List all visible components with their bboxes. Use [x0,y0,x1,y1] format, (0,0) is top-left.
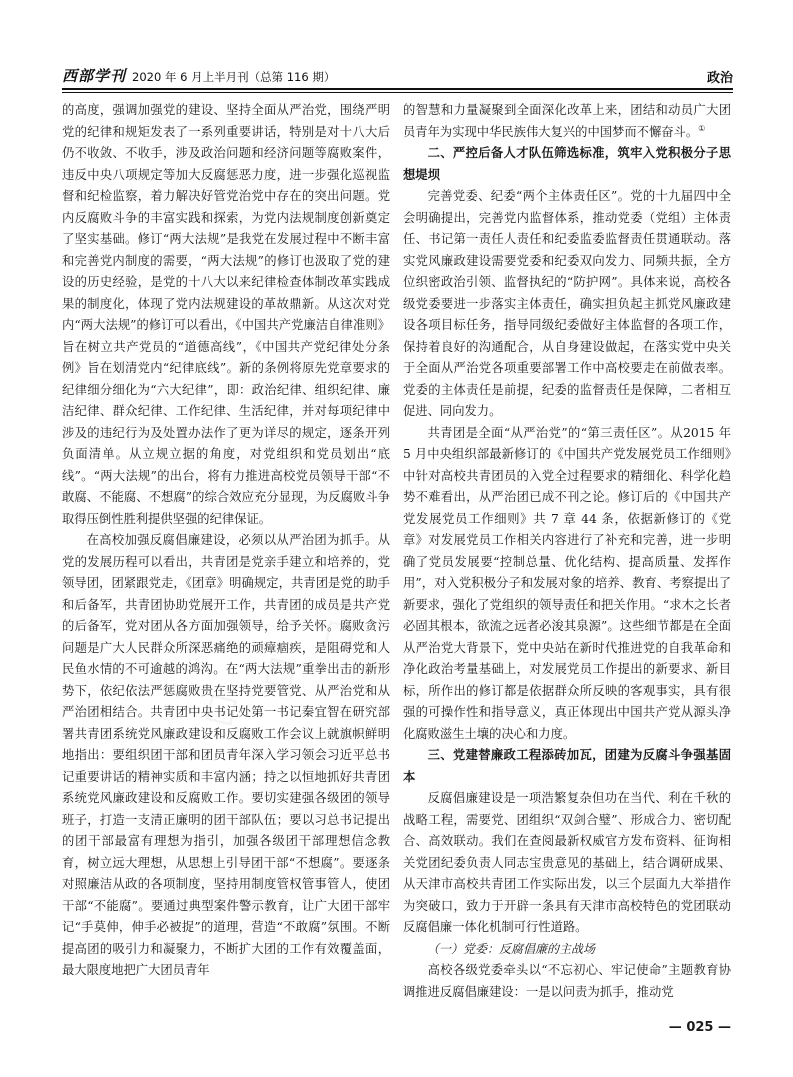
body-paragraph: 在高校加强反腐倡廉建设，必须以从严治团为抓手。从党的发展历程可以看出，共青团是党亲手建立和培养的，党领导团，团紧跟党走，《团章》明确规定，共青团是党的助手和后备军，共青团协助党展开工作，共青团的成员是共产党的后备军，党对团从各方面加强领导，给予关怀。腐败贪污问题是广大人民群众所深恶痛绝的顽瘴痼疾，是阻碍党和人民鱼水情的不可逾越的鸿沟。在“两大法规”重拳出击的新形势下，依纪依法严惩腐败贵在坚持党要管党、从严治党和从严治团相结合。共青团中央书记处第一书记秦宜智在研究部署共青团系统党风廉政建设和反腐败工作会议上就旗帜鲜明地指出：要组织团干部和团员青年深入学习领会习近平总书记重要讲话的精神实质和丰富内涵；持之以恒地抓好共青团系统党风廉政建设和反腐败工作。要切实建强各级团的领导班子，打造一支清正廉明的团干部队伍；要以习总书记提出的团干部最富有理想为指引，加强各级团干部理想信念教育，树立远大理想，从思想上引导团干部“不想腐”。要逐条对照廉洁从政的各项制度，坚持用制度管权管事管人，使团干部“不能腐”。要通过典型案件警示教育，让广大团干部牢记“手莫伸，伸手必被捉”的道理，营造“不敢腐”氛围。不断提高团的吸引力和凝聚力，不断扩大团的工作有效覆盖面，最大限度地把广大团员青年 [62,533,390,977]
journal-logo: 西部学刊 [62,67,127,85]
section-name: 政治 [706,71,733,86]
body-paragraph: 共青团是全面“从严治党”的“第三责任区”。从2015 年 5 月中央组织部最新修订的《中国共产党发展党员工作细则》中针对高校共青团员的入党全过程要求的精细化、科学化趋势不难看出，从严治团已成不刊之论。修订后的《中国共产党发展党员工作细则》共 7 章 44 条，依据新修订的《党章》对发展党员工作相关内容进行了补充和完善，进一步明确了党员发展要“控制总量、优化结构、提高质量、发挥作用”，对入党积极分子和发展对象的培养、教育、考察提出了新要求，强化了党组织的领导责任和把关作用。“求木之长者必固其根本，欲流之远者必浚其泉源”。这些细节都是在全面从严治党大背景下，党中央站在新时代推进党的自我革命和净化政治考量基础上，对发展党员工作提出的新要求、新目标，所作出的修订都是依据群众所反映的客观事实，具有很强的可操作性和指导意义，真正体现出中国共产党从源头净化腐败滋生土壤的决心和力度。 [403,425,731,741]
header-rule-thin [62,92,733,93]
header-brand [62,65,335,86]
body-paragraph: 的高度，强调加强党的建设、坚持全面从严治党，围绕严明党的纪律和规矩发表了一系列重要讲话，特别是对十八大后仍不收敛、不收手，涉及政治问题和经济问题等腐败案件，违反中央八项规定等加大反腐惩恶力度，进一步强化巡视监督和纪检监察，着力解决好管党治党中存在的突出问题。党内反腐败斗争的丰富实践和探索，为党内法规制度创新奠定了坚实基础。修订“两大法规”是我党在发展过程中不断丰富和完善党内制度的需要，“两大法规”的修订也汲取了党的建设的历史经验，是党的十八大以来纪律检查体制改革实践成果的制度化，体现了党内法规建设的革故鼎新。从这次对党内“两大法规”的修订可以看出，《中国共产党廉洁自律准则》旨在树立共产党员的“道德高线”，《中国共产党纪律处分条例》旨在划清党内“纪律底线”。新的条例将原先党章要求的纪律细分细化为“六大纪律”，即：政治纪律、组织纪律、廉洁纪律、群众纪律、工作纪律、生活纪律，并对每项纪律中涉及的违纪行为及处置办法作了更为详尽的规定，逐条开列负面清单。从立规立据的角度，对党组织和党员划出“底线”。“两大法规”的出台，将有力推进高校党员领导干部“不敢腐、不能腐、不想腐”的综合效应充分显现，为反腐败斗争取得压倒性胜利提供坚强的纪律保证。 [62,103,390,526]
section-heading: 二、严控后备人才队伍筛选标准，筑牢入党积极分子思想堤坝 [403,146,731,182]
header-rule-thick [62,88,733,90]
running-header [62,64,733,86]
page-number: — 025 — [668,1020,731,1035]
subsection-heading: （一）党委：反腐倡廉的主战场 [427,941,596,956]
left-column [62,100,390,982]
body-paragraph: 反腐倡廉建设是一项浩繁复杂但功在当代、利在千秋的战略工程，需要党、团组织“双剑合璧”、形成合力、密切配合、高效联动。我们在查阅最新权威官方发布资料、征询相关党团纪委负责人同志宝贵意见的基础上，结合调研成果、从天津市高校共青团工作实际出发，以三个层面九大举措作为突破口，致力于开辟一条具有天津市高校特色的党团联动反腐倡廉一体化机制可行性道路。 [403,791,731,934]
paragraph-text: 的智慧和力量凝聚到全面深化改革上来，团结和动员广大团员青年为实现中华民族伟大复兴的中国梦而不懈奋斗。 [403,103,731,139]
body-paragraph: 高校各级党委牵头以“不忘初心、牢记使命”主题教育协调推进反腐倡廉建设：一是以问责为抓手，推动党 [403,963,731,999]
issue-info: 2020 年 6 月上半月刊（总第 116 期） [132,70,336,84]
footnote-mark: ① [698,123,706,133]
section-heading: 三、党建替廉政工程添砖加瓦，团建为反腐斗争强基固本 [403,748,731,784]
body-paragraph: 完善党委、纪委“两个主体责任区”。党的十九届四中全会明确提出，完善党内监督体系，推动党委（党组）主体责任、书记第一责任人责任和纪委监委监督责任贯通联动。落实党风廉政建设需要党委和纪委双向发力、同频共振，全方位织密政治引领、监督执纪的“防护网”。具体来说，高校各级党委要进一步落实主体责任，确实担负起主抓党风廉政建设各项目标任务，指导同级纪委做好主体监督的各项工作，保持着良好的沟通配合，从自身建设做起，在落实党中央关于全面从严治党各项重要部署工作中高校要走在前做表率。党委的主体责任是前提，纪委的监督责任是保障，二者相互促进、同向发力。 [403,189,731,418]
right-column [403,100,731,1003]
body-paragraph [403,100,731,143]
